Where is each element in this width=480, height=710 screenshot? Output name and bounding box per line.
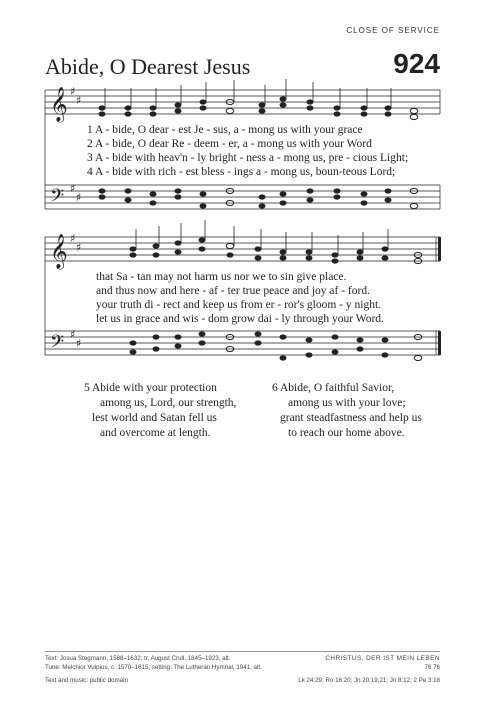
lyric-line-stanza-2: and thus now and here - af - ter true peace and joy af - ford. xyxy=(96,285,370,297)
svg-text:♯: ♯ xyxy=(70,182,76,195)
tune-credit: Tune: Melchior Vulpius, c. 1570–1615; setting: The Lutheran Hymnal, 1941, alt. xyxy=(45,664,262,671)
lyric-line-stanza-1: 1 A - bide, O dear - est Je - sus, a - mong us with your grace xyxy=(87,124,363,136)
svg-text:♯: ♯ xyxy=(76,94,82,107)
stanza-line: to reach our home above. xyxy=(288,427,405,439)
stanza-line: among us, Lord, our strength, xyxy=(100,397,237,409)
treble-clef-icon: 𝄞 xyxy=(50,87,68,122)
meter: 76 76 xyxy=(424,664,440,671)
system-2-treble-stems xyxy=(136,220,388,255)
clefs xyxy=(50,87,68,357)
footer-credits xyxy=(45,654,262,685)
scripture-refs: Lk 24:29; Ro 16:20; Jn 20:19,21; Jn 8:12; 2 Pe 3:18 xyxy=(298,677,440,684)
svg-text:♯: ♯ xyxy=(70,85,76,98)
lyric-line-stanza-1: that Sa - tan may not harm us nor we to sin give place. xyxy=(96,271,347,283)
hymn-number: 924 xyxy=(393,48,440,79)
stanza-line: and overcome at length. xyxy=(100,427,211,439)
system-2-treble-notes xyxy=(130,237,422,263)
svg-text:♯: ♯ xyxy=(70,328,76,341)
svg-text:♯: ♯ xyxy=(76,337,82,350)
footer-divider xyxy=(45,651,440,652)
text-credit: Text: Josua Stegmann, 1588–1632; tr. August Crull, 1845–1923, alt. xyxy=(45,655,231,662)
hymn-title: Abide, O Dearest Jesus xyxy=(45,54,251,79)
tune-name: CHRISTUS, DER IST MEIN LEBEN xyxy=(325,655,440,662)
stanza-line: 5 Abide with your protection xyxy=(84,382,217,394)
footer-tune-info xyxy=(298,654,440,685)
svg-text:♯: ♯ xyxy=(70,232,76,245)
key-signatures xyxy=(70,85,81,350)
lyric-line-stanza-3: your truth di - rect and keep us from er - ror's gloom - y night. xyxy=(96,299,382,311)
system-2-bass-notes xyxy=(130,331,422,360)
system-1-treble-stems xyxy=(105,79,391,108)
final-barline xyxy=(438,237,441,355)
section-label: CLOSE OF SERVICE xyxy=(346,26,440,35)
treble-clef-icon: 𝄞 xyxy=(50,234,68,269)
system-1-bass-notes xyxy=(99,188,418,208)
lyric-line-stanza-4: 4 A - bide with rich - est bless - ings a - mong us, boun-teous Lord; xyxy=(87,166,396,178)
lyric-line-stanza-2: 2 A - bide, O dear Re - deem - er, a - mong us with your Word xyxy=(87,138,372,150)
svg-text:♯: ♯ xyxy=(76,241,82,254)
lyric-line-stanza-4: let us in grace and wis - dom grow dai - ly through your Word. xyxy=(96,313,384,325)
bass-clef-icon: 𝄢 xyxy=(50,186,65,211)
rights-notice: Text and music: public domain xyxy=(45,677,128,684)
stanza-line: 6 Abide, O faithful Savior, xyxy=(272,382,395,394)
stanza-5 xyxy=(84,381,236,441)
bass-clef-icon: 𝄢 xyxy=(50,332,65,357)
stanza-line: lest world and Satan fell us xyxy=(92,412,217,424)
lyric-line-stanza-3: 3 A - bide with heav'n - ly bright - ness a - mong us, pre - cious Light; xyxy=(87,152,409,164)
stanza-6 xyxy=(272,381,422,441)
stanza-line: among us with your love; xyxy=(288,397,406,409)
svg-text:♯: ♯ xyxy=(76,191,82,204)
stanza-line: grant steadfastness and help us xyxy=(280,412,422,424)
